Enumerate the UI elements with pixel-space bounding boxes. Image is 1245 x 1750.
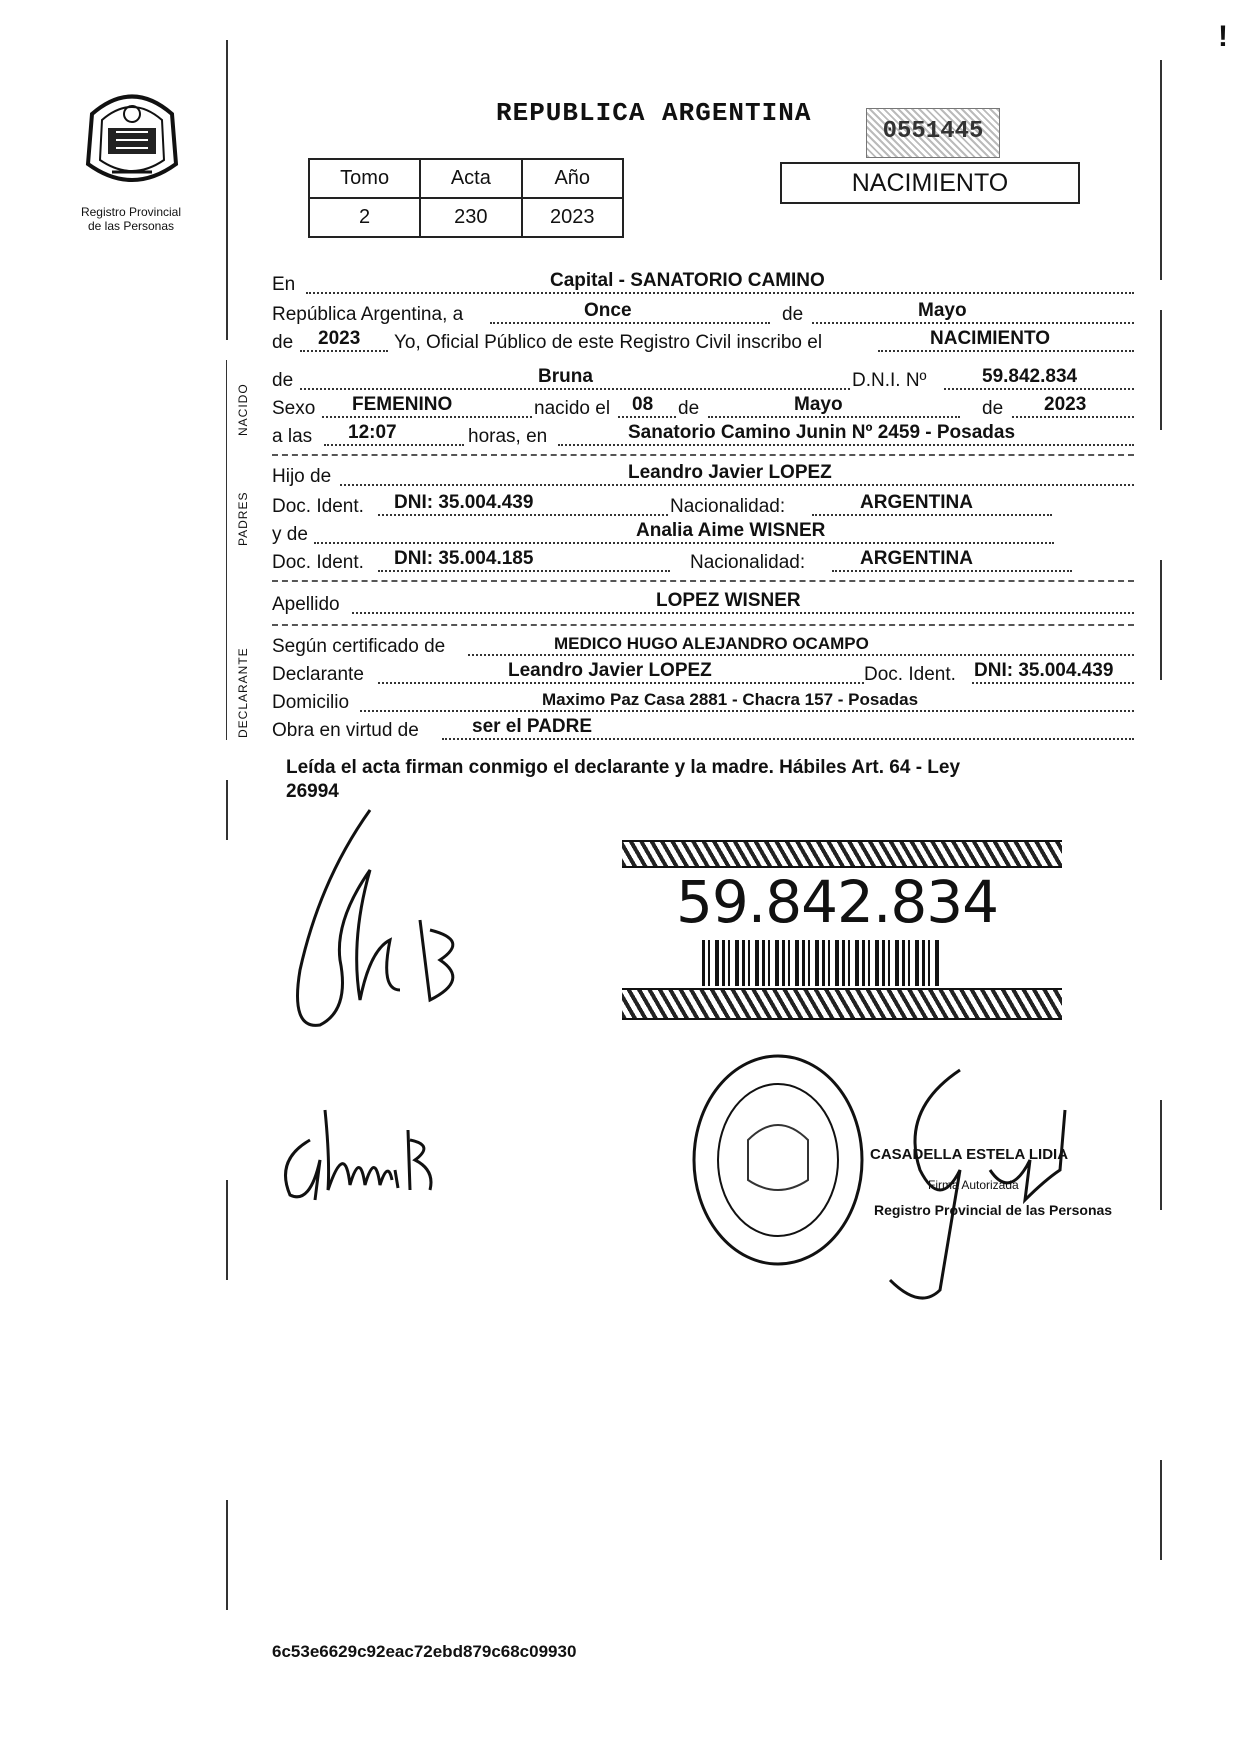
dotted-line bbox=[812, 322, 1134, 324]
label-domicilio: Domicilio bbox=[272, 692, 350, 713]
dotted-line bbox=[558, 444, 1134, 446]
dotted-line bbox=[618, 416, 676, 418]
dotted-line bbox=[468, 654, 1134, 656]
value-dni: 59.842.834 bbox=[982, 366, 1078, 387]
label-horas-en: horas, en bbox=[468, 426, 548, 447]
value-domicilio: Maximo Paz Casa 2881 - Chacra 157 - Posadas bbox=[542, 690, 919, 709]
closing-text bbox=[286, 756, 1146, 804]
right-margin-line bbox=[1160, 1460, 1162, 1560]
dotted-line bbox=[878, 350, 1134, 352]
province-logo bbox=[72, 84, 192, 194]
row-nombre bbox=[272, 366, 1134, 394]
dotted-line bbox=[324, 444, 464, 446]
label-declarante: Declarante bbox=[272, 664, 364, 685]
value-nacido-dia: 08 bbox=[632, 394, 654, 415]
value-acta: 230 bbox=[420, 198, 521, 237]
section-divider bbox=[272, 624, 1134, 626]
dotted-line bbox=[378, 514, 668, 516]
row-certificado bbox=[272, 632, 1134, 660]
row-oficial bbox=[272, 328, 1134, 356]
header-anio: Año bbox=[522, 159, 624, 198]
value-nacido-anio: 2023 bbox=[1044, 394, 1087, 415]
header-tomo: Tomo bbox=[309, 159, 420, 198]
dotted-line bbox=[314, 542, 1054, 544]
label-de-nombre: de bbox=[272, 370, 294, 391]
row-padre-doc bbox=[272, 492, 1134, 520]
signer-name: CASADELLA ESTELA LIDIA bbox=[870, 1146, 1069, 1163]
value-declarante: Leandro Javier LOPEZ bbox=[508, 660, 712, 681]
label-en: En bbox=[272, 274, 296, 295]
value-tipo-inscripcion: NACIMIENTO bbox=[930, 328, 1050, 349]
right-margin-line bbox=[1160, 60, 1162, 280]
label-sexo: Sexo bbox=[272, 398, 316, 419]
dotted-line bbox=[322, 416, 532, 418]
document-type-box: NACIMIENTO bbox=[780, 162, 1080, 204]
value-mes: Mayo bbox=[918, 300, 967, 321]
dotted-line bbox=[300, 388, 850, 390]
value-certificado: MEDICO HUGO ALEJANDRO OCAMPO bbox=[554, 634, 869, 653]
value-declarante-doc: DNI: 35.004.439 bbox=[974, 660, 1114, 681]
label-de-anio: de bbox=[982, 398, 1004, 419]
signer-role: Firma Autorizada bbox=[928, 1178, 1019, 1192]
closing-text-line2: 26994 bbox=[286, 781, 339, 802]
dotted-line bbox=[306, 292, 1134, 294]
dotted-line bbox=[340, 484, 1134, 486]
row-madre-doc bbox=[272, 548, 1134, 576]
row-lugar bbox=[272, 270, 1134, 298]
dotted-line bbox=[378, 682, 864, 684]
document-title: REPUBLICA ARGENTINA bbox=[496, 98, 812, 128]
left-margin-line bbox=[226, 1180, 228, 1280]
value-padre-doc: DNI: 35.004.439 bbox=[394, 492, 534, 513]
right-margin-line bbox=[1160, 310, 1162, 430]
value-nacido-mes: Mayo bbox=[794, 394, 843, 415]
row-virtud bbox=[272, 716, 1134, 744]
value-virtud: ser el PADRE bbox=[472, 716, 593, 737]
label-doc-ident-declarante: Doc. Ident. bbox=[864, 664, 956, 685]
dotted-line bbox=[708, 416, 960, 418]
value-anio: 2023 bbox=[318, 328, 361, 349]
side-label-declarante: DECLARANTE bbox=[236, 647, 250, 738]
row-hora-lugar bbox=[272, 422, 1134, 450]
dotted-line bbox=[972, 682, 1134, 684]
logo-caption bbox=[46, 205, 216, 233]
row-declarante bbox=[272, 660, 1134, 688]
label-de: de bbox=[782, 304, 804, 325]
serial-stamp: 0551445 bbox=[866, 108, 1000, 158]
registry-table-values bbox=[309, 198, 623, 237]
dotted-line bbox=[812, 514, 1052, 516]
left-margin-line bbox=[226, 780, 228, 840]
header-acta: Acta bbox=[420, 159, 521, 198]
logo-caption-line1: Registro Provincial bbox=[80, 205, 182, 219]
label-nacionalidad-madre: Nacionalidad: bbox=[690, 552, 806, 573]
barcode-number: 59.842.834 bbox=[676, 868, 999, 936]
left-margin-line bbox=[226, 360, 227, 740]
signer-office: Registro Provincial de las Personas bbox=[874, 1202, 1113, 1218]
barcode-pattern-top bbox=[622, 840, 1062, 868]
value-sexo: FEMENINO bbox=[352, 394, 453, 415]
side-label-padres: PADRES bbox=[236, 491, 250, 546]
label-nacido-el: nacido el bbox=[534, 398, 611, 419]
mother-signature bbox=[270, 1100, 450, 1210]
dotted-line bbox=[832, 570, 1072, 572]
label-obra-en-virtud: Obra en virtud de bbox=[272, 720, 419, 741]
label-republica: República Argentina, a bbox=[272, 304, 464, 325]
dotted-line bbox=[352, 612, 1134, 614]
dotted-line bbox=[360, 710, 1134, 712]
label-yo-oficial: Yo, Oficial Público de este Registro Civil inscribo el bbox=[394, 332, 823, 353]
row-apellido bbox=[272, 590, 1134, 618]
label-dni: D.N.I. Nº bbox=[852, 370, 927, 391]
label-y-de: y de bbox=[272, 524, 308, 545]
label-segun-certificado: Según certificado de bbox=[272, 636, 446, 657]
closing-text-line1: Leída el acta firman conmigo el declarante y la madre. Hábiles Art. 64 - Ley bbox=[286, 757, 961, 778]
value-madre: Analia Aime WISNER bbox=[636, 520, 826, 541]
registry-table-header bbox=[309, 159, 623, 198]
value-nombre: Bruna bbox=[538, 366, 593, 387]
right-margin-line bbox=[1160, 560, 1162, 680]
exclamation-mark: ! bbox=[1218, 20, 1228, 53]
dotted-line bbox=[442, 738, 1134, 740]
value-padre-nacionalidad: ARGENTINA bbox=[860, 492, 973, 513]
value-lugar: Capital - SANATORIO CAMINO bbox=[550, 270, 825, 291]
label-doc-ident-madre: Doc. Ident. bbox=[272, 552, 364, 573]
row-padre bbox=[272, 462, 1134, 490]
section-divider bbox=[272, 454, 1134, 456]
dotted-line bbox=[490, 322, 770, 324]
value-lugar-nacimiento: Sanatorio Camino Junin Nº 2459 - Posadas bbox=[628, 422, 1016, 443]
left-margin-line bbox=[226, 1500, 228, 1610]
label-doc-ident-padre: Doc. Ident. bbox=[272, 496, 364, 517]
logo-caption-line2: de las Personas bbox=[87, 219, 175, 233]
side-label-nacido: NACIDO bbox=[236, 383, 250, 436]
barcode-pattern-bottom bbox=[622, 988, 1062, 1020]
value-madre-nacionalidad: ARGENTINA bbox=[860, 548, 973, 569]
dotted-line bbox=[378, 570, 670, 572]
left-margin-line bbox=[226, 40, 228, 340]
value-madre-doc: DNI: 35.004.185 bbox=[394, 548, 534, 569]
value-padre: Leandro Javier LOPEZ bbox=[628, 462, 832, 483]
registry-table bbox=[308, 158, 624, 238]
barcode-label bbox=[622, 840, 1062, 1020]
row-sexo bbox=[272, 394, 1134, 422]
declarant-signature bbox=[280, 800, 480, 1050]
row-domicilio bbox=[272, 688, 1134, 716]
section-divider bbox=[272, 580, 1134, 582]
label-a-las: a las bbox=[272, 426, 313, 447]
dotted-line bbox=[1012, 416, 1134, 418]
label-de-year: de bbox=[272, 332, 294, 353]
row-madre bbox=[272, 520, 1134, 548]
official-seal bbox=[688, 1050, 868, 1270]
label-apellido: Apellido bbox=[272, 594, 340, 615]
value-hora: 12:07 bbox=[348, 422, 397, 443]
label-hijo-de: Hijo de bbox=[272, 466, 332, 487]
value-apellido: LOPEZ WISNER bbox=[656, 590, 801, 611]
barcode-bars bbox=[702, 940, 942, 986]
dotted-line bbox=[944, 388, 1134, 390]
label-nacionalidad-padre: Nacionalidad: bbox=[670, 496, 786, 517]
value-anio: 2023 bbox=[522, 198, 624, 237]
row-fecha-inscripcion bbox=[272, 300, 1134, 328]
value-dia-letras: Once bbox=[584, 300, 632, 321]
label-de-mes: de bbox=[678, 398, 700, 419]
dotted-line bbox=[300, 350, 388, 352]
right-margin-line bbox=[1160, 1100, 1162, 1210]
document-hash: 6c53e6629c92eac72ebd879c68c09930 bbox=[272, 1642, 577, 1661]
value-tomo: 2 bbox=[309, 198, 420, 237]
